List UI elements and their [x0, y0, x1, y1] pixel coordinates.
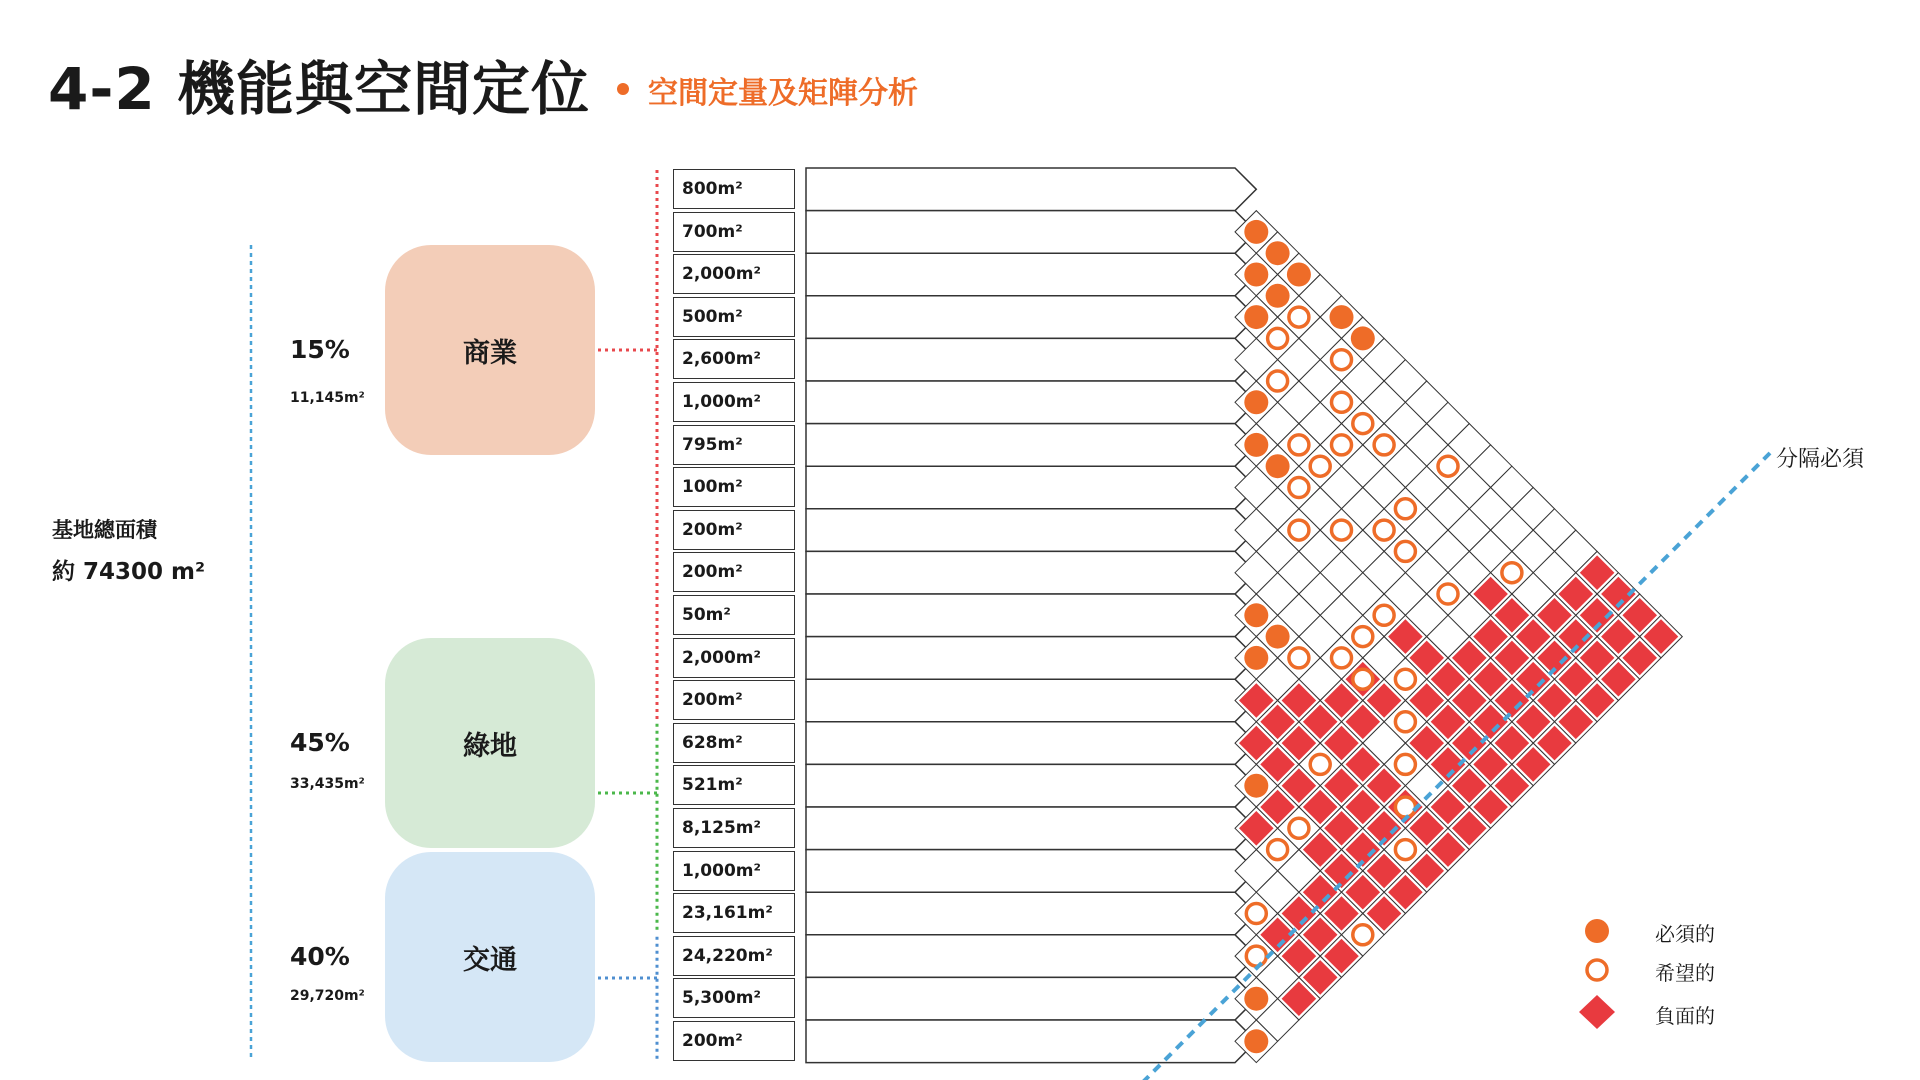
required-mark	[1244, 220, 1268, 244]
desired-mark	[1289, 435, 1309, 455]
space-area: 200m²	[682, 1031, 743, 1051]
legend-required-label: 必須的	[1655, 922, 1715, 946]
desired-mark	[1395, 669, 1415, 689]
required-mark	[1266, 284, 1290, 308]
space-area: 521m²	[682, 775, 743, 796]
required-mark	[1330, 305, 1354, 329]
legend-negative-label: 負面的	[1655, 1004, 1715, 1028]
desired-mark	[1395, 712, 1415, 732]
divider-line-label: 分隔必須	[1776, 447, 1865, 472]
required-mark	[1244, 1029, 1268, 1053]
hollow-circle-icon	[1587, 960, 1607, 980]
desired-mark	[1310, 456, 1330, 476]
space-row-bar	[806, 296, 1256, 339]
desired-mark	[1395, 840, 1415, 860]
desired-mark	[1268, 328, 1288, 348]
zone-label: 交通	[463, 944, 517, 976]
desired-mark	[1332, 520, 1352, 540]
desired-mark	[1395, 754, 1415, 774]
desired-mark	[1289, 307, 1309, 327]
space-area: 628m²	[682, 732, 743, 753]
space-row-bar	[806, 551, 1256, 594]
desired-mark	[1438, 456, 1458, 476]
desired-mark	[1332, 648, 1352, 668]
desired-mark	[1353, 925, 1373, 945]
desired-mark	[1246, 904, 1266, 924]
zone-area-traffic: 29,720m²	[290, 988, 365, 1004]
desired-mark	[1374, 605, 1394, 625]
space-row-bar	[806, 892, 1256, 935]
space-row-bar	[806, 850, 1256, 893]
zone-percent-traffic: 40%	[290, 942, 350, 971]
space-row-bar	[806, 1020, 1256, 1063]
desired-mark	[1289, 520, 1309, 540]
space-area: 24,220m²	[682, 945, 773, 966]
filled-circle-icon	[1585, 919, 1609, 943]
space-row-bar	[806, 211, 1256, 254]
space-area: 200m²	[682, 690, 743, 711]
desired-mark	[1289, 478, 1309, 498]
space-row-bar	[806, 168, 1256, 211]
space-row-bar	[806, 764, 1256, 807]
space-area: 800m²	[682, 179, 743, 199]
desired-mark	[1395, 541, 1415, 561]
space-area: 5,300m²	[682, 988, 761, 1009]
space-area: 200m²	[682, 562, 743, 583]
space-row-bar	[806, 722, 1256, 765]
zone-percent-green: 45%	[290, 728, 350, 757]
zone-area-green: 33,435m²	[290, 776, 365, 792]
required-mark	[1244, 646, 1268, 670]
space-row-bar	[806, 381, 1256, 424]
space-row-bar	[806, 509, 1256, 552]
desired-mark	[1332, 435, 1352, 455]
space-area: 200m²	[682, 519, 743, 540]
desired-mark	[1502, 563, 1522, 583]
space-row-bar	[806, 637, 1256, 680]
space-area: 795m²	[682, 434, 743, 455]
desired-mark	[1289, 648, 1309, 668]
desired-mark	[1332, 392, 1352, 412]
space-area: 23,161m²	[682, 903, 773, 924]
desired-mark	[1246, 946, 1266, 966]
site-area-label: 基地總面積	[52, 518, 157, 542]
desired-mark	[1438, 584, 1458, 604]
required-mark	[1287, 263, 1311, 287]
zone-label: 商業	[463, 337, 517, 369]
space-area: 8,125m²	[682, 818, 761, 838]
required-mark	[1244, 305, 1268, 329]
desired-mark	[1332, 350, 1352, 370]
required-mark	[1351, 326, 1375, 350]
space-row-bar	[806, 594, 1256, 637]
space-area: 1,000m²	[682, 392, 761, 412]
required-mark	[1244, 603, 1268, 627]
space-row-bar	[806, 338, 1256, 381]
desired-mark	[1268, 371, 1288, 391]
required-mark	[1266, 241, 1290, 265]
space-area: 50m²	[682, 605, 731, 625]
zone-area-commercial: 11,145m²	[290, 390, 365, 406]
space-area: 700m²	[682, 221, 743, 242]
space-row-bar	[806, 977, 1256, 1020]
space-row-bar	[806, 253, 1256, 296]
zone-percent-commercial: 15%	[290, 335, 350, 364]
space-area: 500m²	[682, 306, 743, 327]
desired-mark	[1395, 499, 1415, 519]
site-area-total: 約 74300 m²	[52, 559, 206, 585]
desired-mark	[1353, 414, 1373, 434]
space-row-bar	[806, 466, 1256, 509]
required-mark	[1266, 454, 1290, 478]
space-area: 2,000m²	[682, 647, 761, 668]
space-row-bar	[806, 807, 1256, 850]
desired-mark	[1353, 669, 1373, 689]
legend-desired-label: 希望的	[1655, 961, 1715, 985]
desired-mark	[1289, 818, 1309, 838]
space-row-bar	[806, 935, 1256, 978]
space-area: 100m²	[682, 477, 743, 498]
desired-mark	[1268, 840, 1288, 860]
desired-mark	[1310, 754, 1330, 774]
required-mark	[1266, 625, 1290, 649]
required-mark	[1244, 774, 1268, 798]
space-area: 2,600m²	[682, 349, 761, 370]
required-mark	[1244, 987, 1268, 1011]
desired-mark	[1395, 797, 1415, 817]
diamond-icon	[1579, 995, 1615, 1029]
desired-mark	[1374, 435, 1394, 455]
required-mark	[1244, 433, 1268, 457]
desired-mark	[1374, 520, 1394, 540]
space-row-bar	[806, 679, 1256, 722]
space-row-bar	[806, 424, 1256, 467]
page-title: 4-2 機能與空間定位	[48, 55, 590, 123]
zone-label: 綠地	[463, 730, 517, 762]
space-area: 1,000m²	[682, 860, 761, 881]
required-mark	[1244, 390, 1268, 414]
section-subtitle: 空間定量及矩陣分析	[648, 76, 918, 111]
required-mark	[1244, 263, 1268, 287]
desired-mark	[1353, 627, 1373, 647]
space-area: 2,000m²	[682, 264, 761, 285]
